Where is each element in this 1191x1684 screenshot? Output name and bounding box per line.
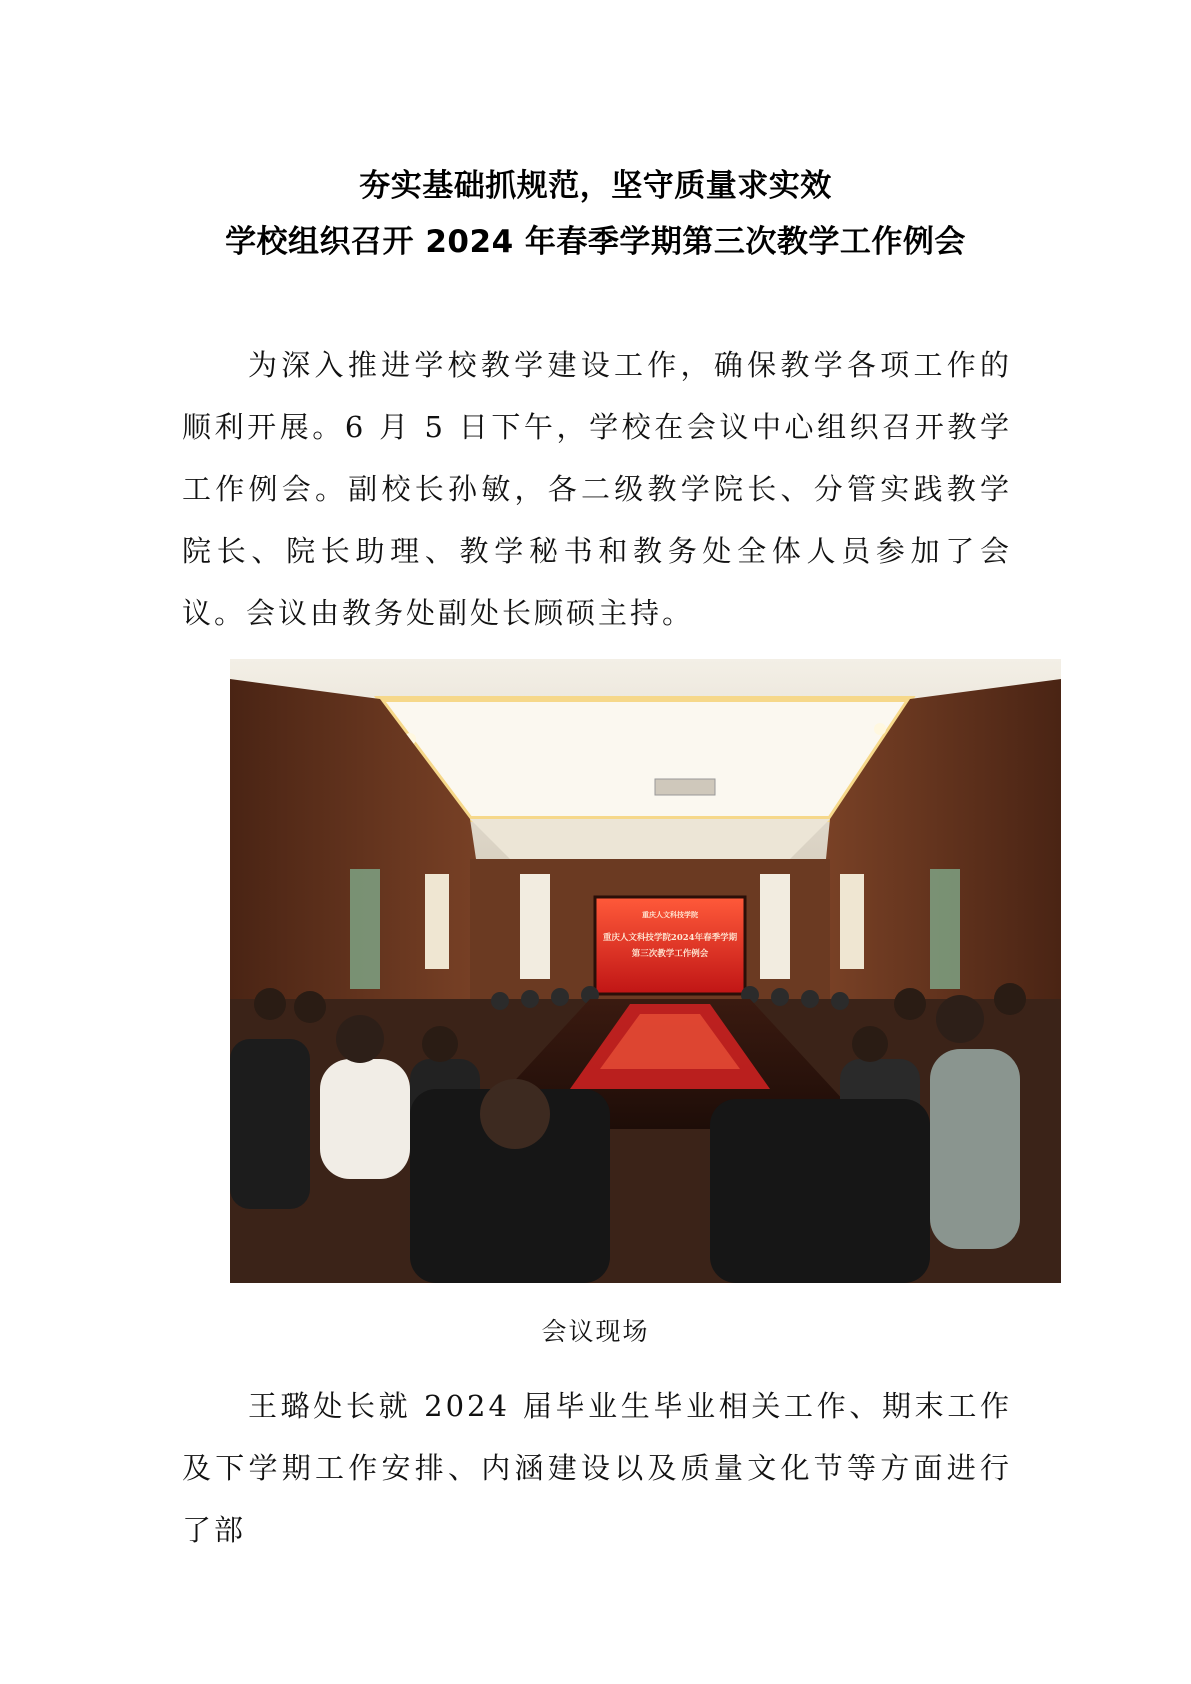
screen-title-line-2: 第三次教学工作例会 [631, 949, 709, 959]
body-paragraph-2: 王璐处长就 2024 届毕业生毕业相关工作、期末工作及下学期工作安排、内涵建设以及质量文化节等方面进行了部 [182, 1389, 1012, 1547]
document-title-line-1: 夯实基础抓规范，坚守质量求实效 [359, 168, 832, 204]
photo-caption: 会议现场 [541, 1317, 650, 1346]
screen-logo-text: 重庆人文科技学院 [642, 910, 698, 919]
meeting-photo [230, 659, 1061, 1283]
screen-title-line-1: 重庆人文科技学院2024年春季学期 [602, 933, 738, 943]
document-title-line-2: 学校组织召开 2024 年春季学期第三次教学工作例会 [225, 224, 966, 260]
body-paragraph-1: 为深入推进学校教学建设工作，确保教学各项工作的顺利开展。6 月 5 日下午，学校在会议中心组织召开教学工作例会。副校长孙敏，各二级教学院长、分管实践教学院长、院长助理、教学秘书和教务处全体人员参加了会议。会议由教务处副处长顾硕主持。 [182, 348, 1012, 630]
